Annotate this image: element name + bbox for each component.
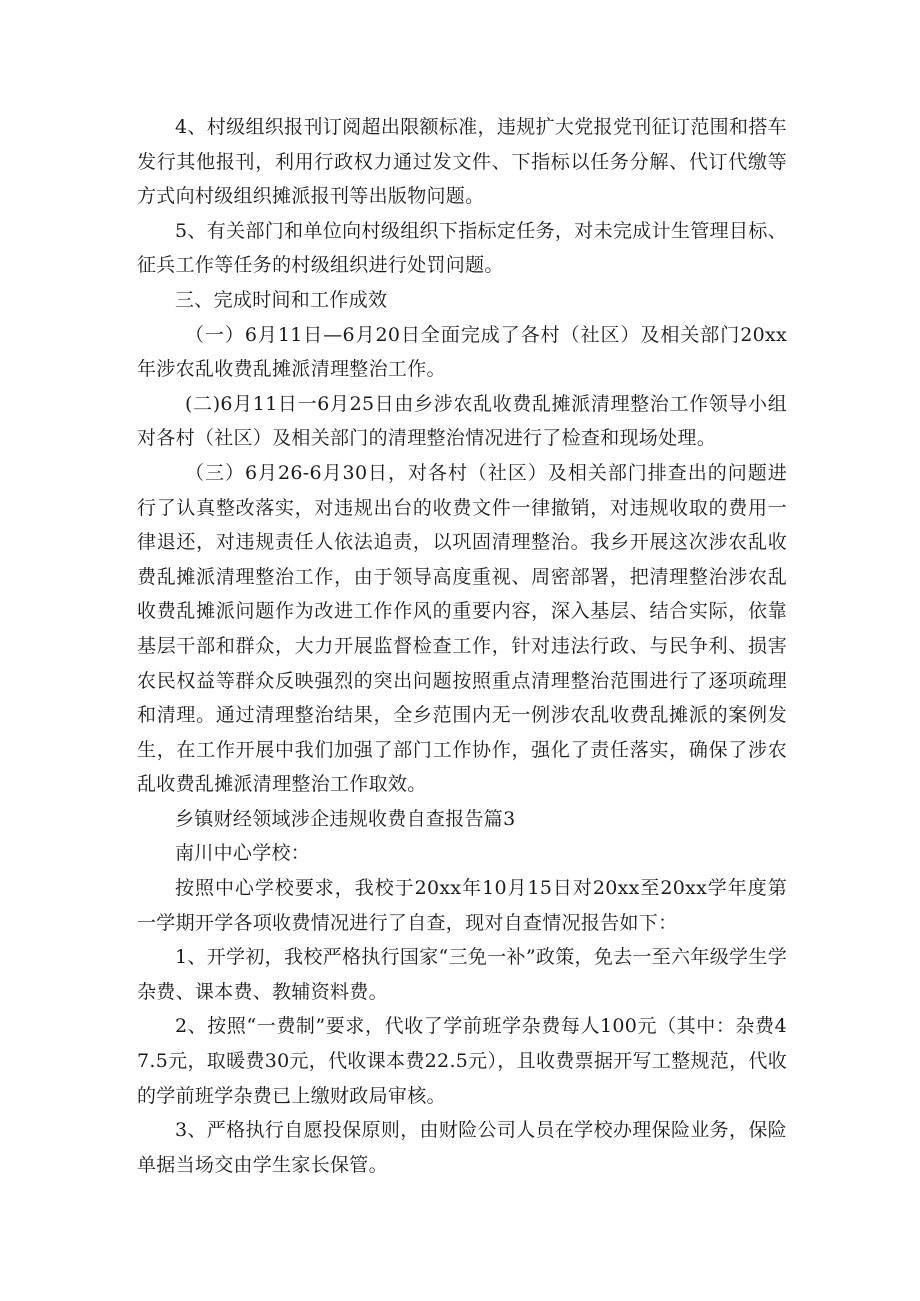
paragraph-item-4: 4、村级组织报刊订阅超出限额标准，违规扩大党报党刊征订范围和搭车发行其他报刊，利用行政权力通过发文件、下指标以任务分解、代订代缴等方式向村级组织摊派报刊等出版物问题。 — [137, 116, 787, 208]
report-addressee: 南川中心学校： — [175, 842, 311, 865]
report-item-2: 2、按照“一费制”要求，代收了学前班学杂费每人100元（其中：杂费47.5元，取暖费30元，代收课本费22.5元），且收费票据开写工整规范，代收的学前班学杂费已上缴财政局审核。 — [137, 1015, 787, 1107]
paragraph-phase-3: （三）6月26-6月30日，对各村（社区）及相关部门排查出的问题进行了认真整改落实，对违规出台的收费文件一律撤销，对违规收取的费用一律退还，对违规责任人依法追责，以巩固清理整治。我乡开展这次涉农乱收费乱摊派清理整治工作，由于领导高度重视、周密部署，把清理整治涉农乱收费乱摊派问题作为改进工作作风的重要内容，深入基层、结合实际，依靠基层干部和群众，大力开展监督检查工作，针对违法行政、与民争利、损害农民权益等群众反映强烈的突出问题按照重点清理整治范围进行了逐项疏理和清理。通过清理整治结果，全乡范围内无一例涉农乱收费乱摊派的案例发生，在工作开展中我们加强了部门工作协作，强化了责任落实，确保了涉农乱收费乱摊派清理整治工作取效。 — [137, 461, 787, 796]
section-heading-3: 三、完成时间和工作成效 — [175, 288, 388, 311]
report-intro: 按照中心学校要求，我校于20xx年10月15日对20xx至20xx学年度第一学期开学各项收费情况进行了自查，现对自查情况报告如下： — [137, 877, 787, 934]
report-title: 乡镇财经领域涉企违规收费自查报告篇3 — [175, 807, 516, 830]
paragraph-phase-1: （一）6月11日—6月20日全面完成了各村（社区）及相关部门20xx年涉农乱收费乱摊派清理整治工作。 — [137, 323, 787, 381]
paragraph-phase-2: (二)6月11日一6月25日由乡涉农乱收费乱摊派清理整治工作领导小组对各村（社区）及相关部门的清理整治情况进行了检查和现场处理。 — [137, 392, 787, 450]
report-item-3: 3、严格执行自愿投保原则，由财险公司人员在学校办理保险业务，保险单据当场交由学生家长保管。 — [137, 1119, 787, 1176]
paragraph-item-5: 5、有关部门和单位向村级组织下指标定任务，对未完成计生管理目标、征兵工作等任务的村级组织进行处罚问题。 — [137, 219, 787, 277]
document-body — [137, 110, 787, 1182]
report-item-1: 1、开学初，我校严格执行国家“三免一补”政策，免去一至六年级学生学杂费、课本费、教辅资料费。 — [137, 946, 787, 1003]
